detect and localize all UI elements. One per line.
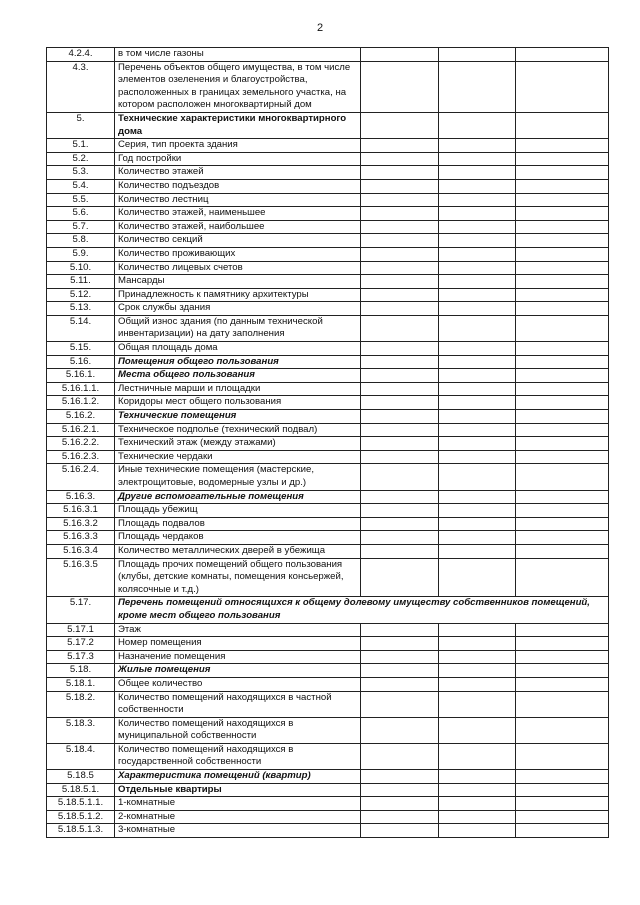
table-row — [47, 450, 609, 464]
item-description: Количество этажей, наименьшее — [115, 207, 361, 221]
value-cell-b[interactable] — [439, 207, 516, 221]
item-number: 5.16.1.2. — [47, 396, 115, 410]
item-number: 5.4. — [47, 179, 115, 193]
item-number: 5.16.2.4. — [47, 464, 115, 490]
item-number: 5.18.5 — [47, 770, 115, 784]
item-description: Характеристика помещений (квартир) — [115, 770, 361, 784]
table-row — [47, 48, 609, 62]
item-description: Общий износ здания (по данным технической инвентаризации) на дату заполнения — [115, 315, 361, 341]
item-number: 5.14. — [47, 315, 115, 341]
value-cell-a[interactable] — [361, 61, 439, 112]
value-cell-a[interactable] — [361, 207, 439, 221]
item-description: Площадь чердаков — [115, 531, 361, 545]
value-cell-a[interactable] — [361, 396, 439, 410]
value-cell-a[interactable] — [361, 437, 439, 451]
value-cell-b[interactable] — [439, 220, 516, 234]
value-cell-a[interactable] — [361, 247, 439, 261]
table-row — [47, 234, 609, 248]
value-cell-a[interactable] — [361, 464, 439, 490]
value-cell-c[interactable] — [516, 152, 609, 166]
item-number: 5.16.2.1. — [47, 423, 115, 437]
item-number: 5.13. — [47, 302, 115, 316]
value-cell-b[interactable] — [439, 797, 516, 811]
value-cell-b[interactable] — [439, 437, 516, 451]
value-cell-b[interactable] — [439, 193, 516, 207]
value-cell-a[interactable] — [361, 531, 439, 545]
value-cell-b[interactable] — [439, 810, 516, 824]
value-cell-c[interactable] — [516, 179, 609, 193]
item-description: Этаж — [115, 623, 361, 637]
item-number: 5.16.3.3 — [47, 531, 115, 545]
item-number: 5.18.5.1. — [47, 783, 115, 797]
item-description: Количество лицевых счетов — [115, 261, 361, 275]
item-description: Принадлежность к памятнику архитектуры — [115, 288, 361, 302]
value-cell-b[interactable] — [439, 450, 516, 464]
value-cell-b[interactable] — [439, 410, 516, 424]
value-cell-b[interactable] — [439, 783, 516, 797]
value-cell-b[interactable] — [439, 61, 516, 112]
value-cell-c[interactable] — [516, 234, 609, 248]
value-cell-a[interactable] — [361, 691, 439, 717]
table-row — [47, 247, 609, 261]
item-description: Количество проживающих — [115, 247, 361, 261]
item-number: 5.18.5.1.3. — [47, 824, 115, 838]
value-cell-a[interactable] — [361, 558, 439, 597]
value-cell-c[interactable] — [516, 207, 609, 221]
value-cell-a[interactable] — [361, 112, 439, 138]
value-cell-c[interactable] — [516, 450, 609, 464]
value-cell-b[interactable] — [439, 166, 516, 180]
item-number: 5.16.1.1. — [47, 382, 115, 396]
item-number: 5.18.5.1.1. — [47, 797, 115, 811]
item-number: 5.8. — [47, 234, 115, 248]
value-cell-b[interactable] — [439, 355, 516, 369]
value-cell-a[interactable] — [361, 717, 439, 743]
value-cell-a[interactable] — [361, 179, 439, 193]
value-cell-c[interactable] — [516, 48, 609, 62]
value-cell-a[interactable] — [361, 664, 439, 678]
value-cell-a[interactable] — [361, 450, 439, 464]
item-number: 4.2.4. — [47, 48, 115, 62]
item-number: 5.1. — [47, 139, 115, 153]
value-cell-a[interactable] — [361, 783, 439, 797]
table-row — [47, 783, 609, 797]
table-row — [47, 504, 609, 518]
table-row — [47, 717, 609, 743]
item-number: 5.17. — [47, 597, 115, 623]
value-cell-a[interactable] — [361, 770, 439, 784]
item-description: 1-комнатные — [115, 797, 361, 811]
value-cell-b[interactable] — [439, 382, 516, 396]
item-number: 5.5. — [47, 193, 115, 207]
item-number: 5.9. — [47, 247, 115, 261]
value-cell-a[interactable] — [361, 517, 439, 531]
value-cell-a[interactable] — [361, 623, 439, 637]
item-number: 5.11. — [47, 275, 115, 289]
value-cell-c[interactable] — [516, 664, 609, 678]
value-cell-a[interactable] — [361, 382, 439, 396]
table-row — [47, 410, 609, 424]
item-description: Площадь убежищ — [115, 504, 361, 518]
value-cell-a[interactable] — [361, 342, 439, 356]
item-description: Общая площадь дома — [115, 342, 361, 356]
item-number: 5.18.3. — [47, 717, 115, 743]
item-number: 5.16.2.3. — [47, 450, 115, 464]
value-cell-c[interactable] — [516, 490, 609, 504]
value-cell-b[interactable] — [439, 637, 516, 651]
value-cell-c[interactable] — [516, 810, 609, 824]
value-cell-b[interactable] — [439, 650, 516, 664]
value-cell-a[interactable] — [361, 302, 439, 316]
value-cell-a[interactable] — [361, 139, 439, 153]
item-number: 5.18.5.1.2. — [47, 810, 115, 824]
item-number: 5.16. — [47, 355, 115, 369]
value-cell-c[interactable] — [516, 558, 609, 597]
table-row — [47, 810, 609, 824]
table-row — [47, 423, 609, 437]
value-cell-b[interactable] — [439, 544, 516, 558]
value-cell-a[interactable] — [361, 48, 439, 62]
item-description: Номер помещения — [115, 637, 361, 651]
item-number: 5.12. — [47, 288, 115, 302]
value-cell-c[interactable] — [516, 275, 609, 289]
item-description: Перечень помещений относящихся к общему долевому имуществу собственников помещений, кроме мест общего пользования — [115, 597, 609, 623]
item-description: Технические характеристики многоквартирного дома — [115, 112, 361, 138]
table-row — [47, 261, 609, 275]
value-cell-a[interactable] — [361, 504, 439, 518]
value-cell-b[interactable] — [439, 531, 516, 545]
value-cell-a[interactable] — [361, 810, 439, 824]
item-description: Техническое подполье (технический подвал) — [115, 423, 361, 437]
table-row — [47, 315, 609, 341]
item-description: Серия, тип проекта здания — [115, 139, 361, 153]
value-cell-b[interactable] — [439, 517, 516, 531]
table-row — [47, 302, 609, 316]
value-cell-b[interactable] — [439, 770, 516, 784]
item-number: 5.16.3.4 — [47, 544, 115, 558]
value-cell-a[interactable] — [361, 234, 439, 248]
value-cell-a[interactable] — [361, 677, 439, 691]
table-row — [47, 396, 609, 410]
item-number: 5.16.2. — [47, 410, 115, 424]
value-cell-b[interactable] — [439, 48, 516, 62]
table-row — [47, 490, 609, 504]
value-cell-c[interactable] — [516, 342, 609, 356]
page-number: 2 — [316, 22, 324, 34]
table-row — [47, 691, 609, 717]
value-cell-c[interactable] — [516, 193, 609, 207]
value-cell-b[interactable] — [439, 423, 516, 437]
item-number: 5.17.1 — [47, 623, 115, 637]
table-row — [47, 650, 609, 664]
item-description: Площадь прочих помещений общего пользования (клубы, детские комнаты, помещения консьержей, колясочные и т.д.) — [115, 558, 361, 597]
item-number: 5.16.2.2. — [47, 437, 115, 451]
item-number: 5.16.3.5 — [47, 558, 115, 597]
item-number: 5.17.2 — [47, 637, 115, 651]
table-row — [47, 531, 609, 545]
item-number: 5.7. — [47, 220, 115, 234]
value-cell-b[interactable] — [439, 824, 516, 838]
table-row — [47, 637, 609, 651]
value-cell-c[interactable] — [516, 531, 609, 545]
item-number: 5.16.3. — [47, 490, 115, 504]
item-description: Технические чердаки — [115, 450, 361, 464]
item-number: 5.2. — [47, 152, 115, 166]
value-cell-b[interactable] — [439, 261, 516, 275]
item-number: 5.17.3 — [47, 650, 115, 664]
value-cell-b[interactable] — [439, 342, 516, 356]
value-cell-b[interactable] — [439, 288, 516, 302]
value-cell-c[interactable] — [516, 691, 609, 717]
table-row — [47, 139, 609, 153]
item-description: Площадь подвалов — [115, 517, 361, 531]
table-row — [47, 623, 609, 637]
item-number: 4.3. — [47, 61, 115, 112]
value-cell-c[interactable] — [516, 504, 609, 518]
table-row — [47, 677, 609, 691]
item-description: 3-комнатные — [115, 824, 361, 838]
table-row — [47, 437, 609, 451]
value-cell-b[interactable] — [439, 152, 516, 166]
value-cell-c[interactable] — [516, 61, 609, 112]
value-cell-b[interactable] — [439, 234, 516, 248]
item-number: 5.15. — [47, 342, 115, 356]
table-row — [47, 382, 609, 396]
item-number: 5.18.1. — [47, 677, 115, 691]
item-number: 5.18. — [47, 664, 115, 678]
item-description: Количество помещений находящихся в частной собственности — [115, 691, 361, 717]
value-cell-c[interactable] — [516, 315, 609, 341]
value-cell-a[interactable] — [361, 637, 439, 651]
item-description: Общее количество — [115, 677, 361, 691]
table-row — [47, 179, 609, 193]
table-row — [47, 220, 609, 234]
item-number: 5.18.2. — [47, 691, 115, 717]
value-cell-b[interactable] — [439, 139, 516, 153]
table-row — [47, 558, 609, 597]
item-description: в том числе газоны — [115, 48, 361, 62]
item-description: Год постройки — [115, 152, 361, 166]
value-cell-c[interactable] — [516, 396, 609, 410]
value-cell-c[interactable] — [516, 166, 609, 180]
value-cell-b[interactable] — [439, 464, 516, 490]
value-cell-b[interactable] — [439, 664, 516, 678]
item-number: 5. — [47, 112, 115, 138]
value-cell-b[interactable] — [439, 558, 516, 597]
item-description: Назначение помещения — [115, 650, 361, 664]
value-cell-c[interactable] — [516, 544, 609, 558]
item-description: Мансарды — [115, 275, 361, 289]
item-description: Количество этажей — [115, 166, 361, 180]
item-description: Иные технические помещения (мастерские, электрощитовые, водомерные узлы и др.) — [115, 464, 361, 490]
value-cell-c[interactable] — [516, 112, 609, 138]
item-description: Количество помещений находящихся в государственной собственности — [115, 743, 361, 769]
item-number: 5.6. — [47, 207, 115, 221]
value-cell-c[interactable] — [516, 261, 609, 275]
table-row — [47, 166, 609, 180]
value-cell-c[interactable] — [516, 139, 609, 153]
item-description: Другие вспомогательные помещения — [115, 490, 361, 504]
value-cell-c[interactable] — [516, 717, 609, 743]
value-cell-a[interactable] — [361, 220, 439, 234]
value-cell-c[interactable] — [516, 423, 609, 437]
value-cell-a[interactable] — [361, 824, 439, 838]
value-cell-b[interactable] — [439, 677, 516, 691]
table-row — [47, 152, 609, 166]
item-description: Срок службы здания — [115, 302, 361, 316]
item-description: Перечень объектов общего имущества, в том числе элементов озеленения и благоустройства, расположенных в границах земельного участка, на котором расположен многоквартирный дом — [115, 61, 361, 112]
table-row — [47, 797, 609, 811]
table-row — [47, 544, 609, 558]
item-description: Отдельные квартиры — [115, 783, 361, 797]
table-row — [47, 770, 609, 784]
value-cell-b[interactable] — [439, 691, 516, 717]
table-row — [47, 355, 609, 369]
table-row — [47, 824, 609, 838]
value-cell-b[interactable] — [439, 315, 516, 341]
value-cell-a[interactable] — [361, 797, 439, 811]
value-cell-b[interactable] — [439, 623, 516, 637]
item-description: Количество металлических дверей в убежища — [115, 544, 361, 558]
value-cell-c[interactable] — [516, 410, 609, 424]
value-cell-a[interactable] — [361, 193, 439, 207]
value-cell-c[interactable] — [516, 824, 609, 838]
table-row — [47, 664, 609, 678]
item-description: Количество помещений находящихся в муниципальной собственности — [115, 717, 361, 743]
value-cell-a[interactable] — [361, 410, 439, 424]
table-row — [47, 288, 609, 302]
item-description: Количество секций — [115, 234, 361, 248]
value-cell-c[interactable] — [516, 517, 609, 531]
item-description: Места общего пользования — [115, 369, 361, 383]
item-description: Коридоры мест общего пользования — [115, 396, 361, 410]
value-cell-b[interactable] — [439, 396, 516, 410]
item-description: Лестничные марши и площадки — [115, 382, 361, 396]
value-cell-a[interactable] — [361, 369, 439, 383]
value-cell-c[interactable] — [516, 247, 609, 261]
value-cell-c[interactable] — [516, 770, 609, 784]
value-cell-c[interactable] — [516, 623, 609, 637]
value-cell-a[interactable] — [361, 288, 439, 302]
table-row — [47, 517, 609, 531]
item-number: 5.16.3.1 — [47, 504, 115, 518]
item-description: Количество лестниц — [115, 193, 361, 207]
value-cell-a[interactable] — [361, 166, 439, 180]
item-description: Жилые помещения — [115, 664, 361, 678]
table-row — [47, 597, 609, 623]
table-row — [47, 464, 609, 490]
value-cell-c[interactable] — [516, 464, 609, 490]
value-cell-c[interactable] — [516, 302, 609, 316]
item-description: Технические помещения — [115, 410, 361, 424]
value-cell-a[interactable] — [361, 423, 439, 437]
value-cell-b[interactable] — [439, 302, 516, 316]
item-description: Технический этаж (между этажами) — [115, 437, 361, 451]
table-row — [47, 112, 609, 138]
value-cell-c[interactable] — [516, 220, 609, 234]
value-cell-a[interactable] — [361, 490, 439, 504]
value-cell-c[interactable] — [516, 743, 609, 769]
value-cell-c[interactable] — [516, 677, 609, 691]
value-cell-b[interactable] — [439, 490, 516, 504]
table-row — [47, 275, 609, 289]
value-cell-c[interactable] — [516, 650, 609, 664]
value-cell-c[interactable] — [516, 369, 609, 383]
value-cell-a[interactable] — [361, 315, 439, 341]
value-cell-c[interactable] — [516, 797, 609, 811]
table-row — [47, 743, 609, 769]
item-description: Помещения общего пользования — [115, 355, 361, 369]
value-cell-a[interactable] — [361, 152, 439, 166]
value-cell-a[interactable] — [361, 261, 439, 275]
table-row — [47, 193, 609, 207]
value-cell-a[interactable] — [361, 650, 439, 664]
item-number: 5.3. — [47, 166, 115, 180]
item-number: 5.18.4. — [47, 743, 115, 769]
item-number: 5.16.3.2 — [47, 517, 115, 531]
value-cell-b[interactable] — [439, 247, 516, 261]
value-cell-a[interactable] — [361, 275, 439, 289]
characteristics-table — [46, 47, 609, 838]
value-cell-a[interactable] — [361, 355, 439, 369]
value-cell-b[interactable] — [439, 504, 516, 518]
item-description: Количество подъездов — [115, 179, 361, 193]
table-row — [47, 342, 609, 356]
table-row — [47, 207, 609, 221]
value-cell-c[interactable] — [516, 637, 609, 651]
table-row — [47, 61, 609, 112]
value-cell-c[interactable] — [516, 437, 609, 451]
value-cell-b[interactable] — [439, 179, 516, 193]
item-description: Количество этажей, наибольшее — [115, 220, 361, 234]
item-description: 2-комнатные — [115, 810, 361, 824]
item-number: 5.16.1. — [47, 369, 115, 383]
value-cell-c[interactable] — [516, 783, 609, 797]
value-cell-b[interactable] — [439, 369, 516, 383]
value-cell-b[interactable] — [439, 112, 516, 138]
value-cell-c[interactable] — [516, 288, 609, 302]
table-row — [47, 369, 609, 383]
value-cell-a[interactable] — [361, 544, 439, 558]
value-cell-b[interactable] — [439, 717, 516, 743]
value-cell-b[interactable] — [439, 275, 516, 289]
value-cell-c[interactable] — [516, 382, 609, 396]
value-cell-c[interactable] — [516, 355, 609, 369]
value-cell-b[interactable] — [439, 743, 516, 769]
item-number: 5.10. — [47, 261, 115, 275]
value-cell-a[interactable] — [361, 743, 439, 769]
